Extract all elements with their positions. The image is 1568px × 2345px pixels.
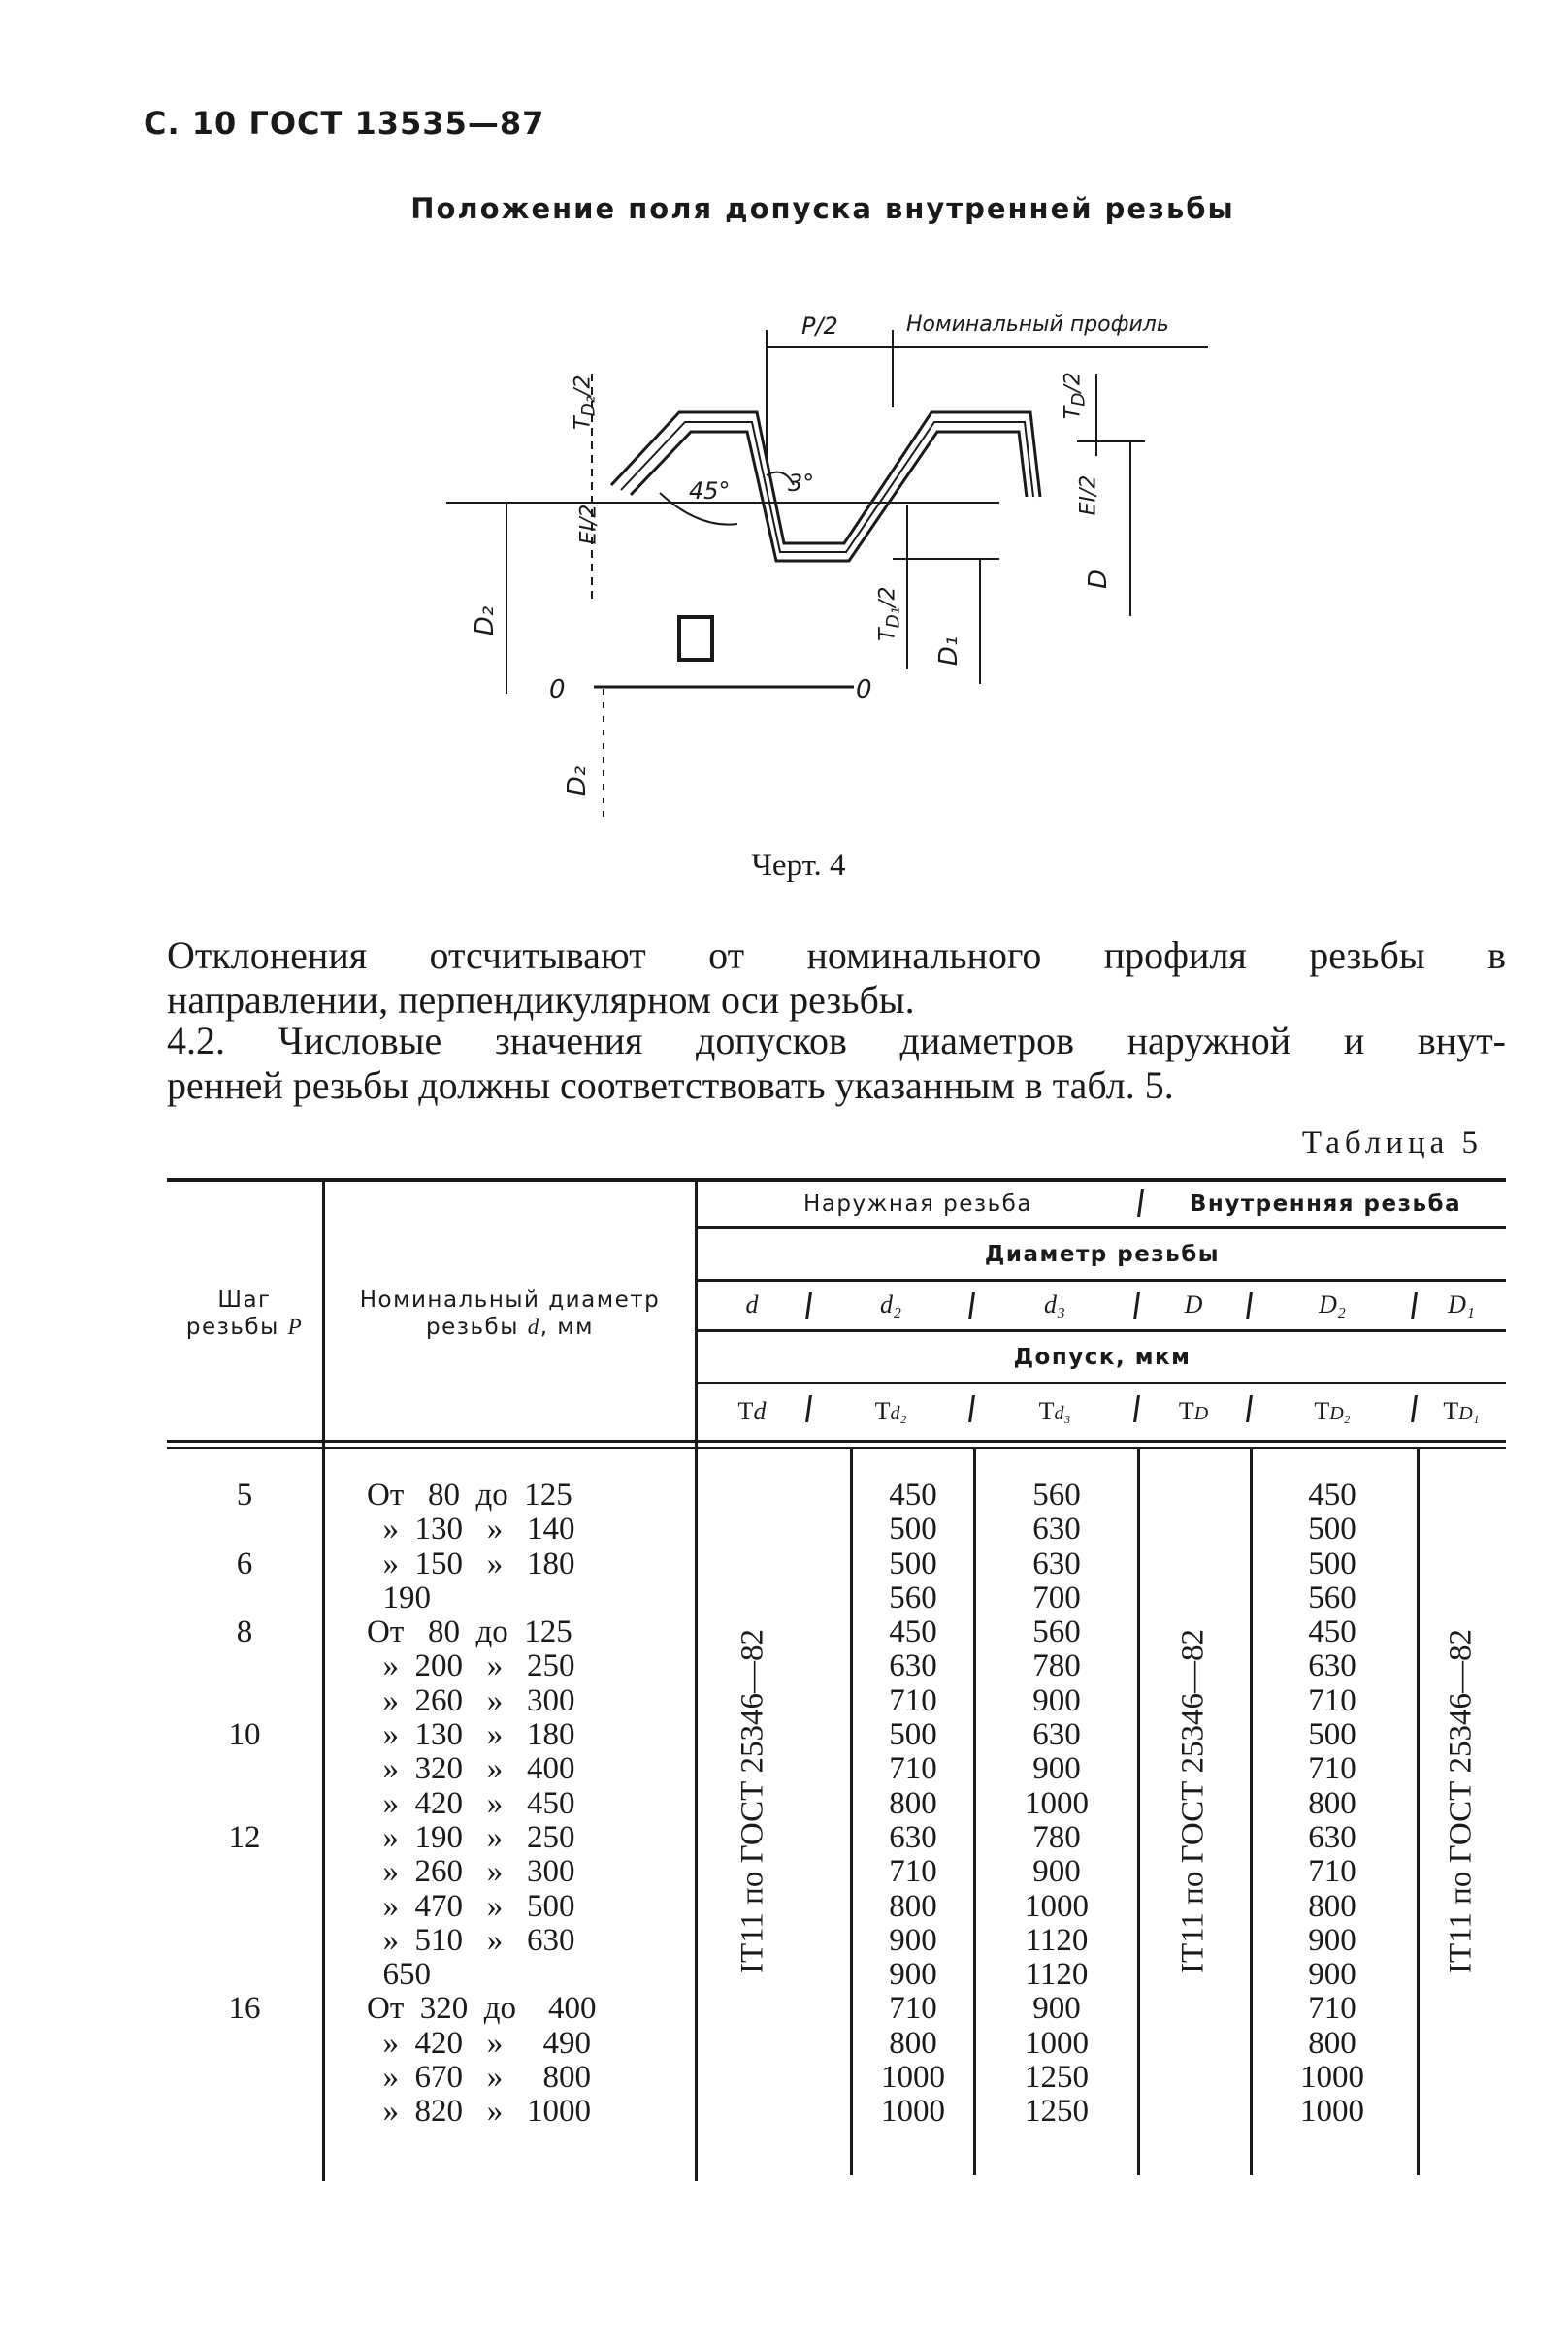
label-p-half: P/2 <box>801 312 838 340</box>
table-cell-td3: 780 <box>1032 1819 1081 1855</box>
table-cell-diameter: » 320 » 400 <box>367 1751 575 1787</box>
table-cell-TD2: 560 <box>1308 1580 1356 1615</box>
table-cell-td3: 1000 <box>1025 2025 1089 2061</box>
table-cell-diameter: От 80 до 125 <box>367 1478 572 1513</box>
table-tick <box>1137 1189 1144 1217</box>
header-thread-diameter: Диаметр резьбы <box>984 1242 1221 1267</box>
table-cell-td2: 800 <box>889 1888 937 1924</box>
table-header-rule <box>167 1447 1506 1449</box>
table-cell-diameter: » 260 » 300 <box>367 1682 575 1718</box>
table-cell-pitch: 10 <box>228 1717 261 1753</box>
table-cell-td2: 500 <box>889 1512 937 1547</box>
table-cell-pitch: 5 <box>236 1478 253 1513</box>
table-cell-pitch: 16 <box>228 1991 261 2027</box>
header-sym-D1: D₁ <box>1448 1290 1475 1319</box>
table-cell-pitch <box>167 1924 322 1958</box>
table-rule <box>697 1382 1506 1384</box>
label-d-cap: D <box>1084 569 1113 590</box>
table-cell-td3: 630 <box>1032 1546 1081 1581</box>
table-cell-diameter: 190 <box>367 1580 431 1615</box>
header-sym-d: d <box>745 1290 759 1319</box>
table-cell-td3: 1250 <box>1025 2060 1089 2096</box>
table-cell-TD2: 800 <box>1308 1888 1356 1924</box>
table-cell-pitch <box>167 1787 322 1821</box>
table-cell-td2: 500 <box>889 1546 937 1581</box>
table-cell-diameter: От 80 до 125 <box>367 1614 572 1650</box>
table-cell-TD2: 710 <box>1308 1751 1356 1787</box>
header-tol-TD2: TD₂ <box>1314 1397 1351 1425</box>
table-cell-TD2: 800 <box>1308 2025 1356 2061</box>
table-cell-pitch <box>167 1855 322 1889</box>
table-cell-td3: 560 <box>1032 1614 1081 1650</box>
label-ei-right: EI/2 <box>1076 474 1101 516</box>
thread-tolerance-diagram <box>0 0 1568 912</box>
table-cell-td3: 1120 <box>1025 1922 1089 1958</box>
table-cell-td2: 500 <box>889 1717 937 1753</box>
table-cell-TD2: 500 <box>1308 1546 1356 1581</box>
table-cell-TD2: 710 <box>1308 1682 1356 1718</box>
note-TD1-it11: IT11 по ГОСТ 25346—82 <box>1443 1629 1479 1973</box>
table-cell-pitch: 12 <box>228 1819 261 1855</box>
page-header: С. 10 ГОСТ 13535—87 <box>144 105 545 142</box>
table-cell-td3: 1000 <box>1025 1785 1089 1821</box>
table-col-divider <box>850 1449 853 2175</box>
label-ei-left: EI/2 <box>576 504 602 545</box>
table-cell-td3: 900 <box>1032 1682 1081 1718</box>
figure-caption: Черт. 4 <box>751 848 846 883</box>
header-sym-d2: d₂ <box>879 1290 902 1319</box>
table-cell-TD2: 800 <box>1308 1785 1356 1821</box>
header-pitch: Шаг резьбы P <box>185 1287 304 1340</box>
label-zero-left: 0 <box>549 675 566 704</box>
table-cell-TD2: 1000 <box>1300 2060 1364 2096</box>
table-cell-td3: 700 <box>1032 1580 1081 1615</box>
header-sym-d3: d₃ <box>1043 1290 1066 1319</box>
table-cell-td2: 710 <box>889 1682 937 1718</box>
table-cell-td2: 450 <box>889 1614 937 1650</box>
figure-title: Положение поля допуска внутренней резьбы <box>410 192 1235 225</box>
header-tol-td3: Td₃ <box>1038 1397 1071 1425</box>
label-nominal-profile: Номинальный профиль <box>906 312 1169 337</box>
label-td1-half: $T_{D_1}/2$ <box>875 586 904 641</box>
label-td2-half: $T_{D_2}/2$ <box>571 375 600 430</box>
table-cell-td3: 630 <box>1032 1717 1081 1753</box>
table-cell-TD2: 450 <box>1308 1478 1356 1513</box>
table-cell-td2: 630 <box>889 1819 937 1855</box>
note-td-it11: IT11 по ГОСТ 25346—82 <box>735 1629 770 1973</box>
table-cell-td2: 630 <box>889 1648 937 1684</box>
header-sym-D2: D₂ <box>1319 1290 1346 1319</box>
table-rule <box>697 1329 1506 1332</box>
table-rule <box>697 1279 1506 1282</box>
table-col-divider <box>1417 1449 1420 2175</box>
header-tol-TD1: TD₁ <box>1443 1397 1480 1425</box>
table-cell-TD2: 630 <box>1308 1648 1356 1684</box>
table-cell-td2: 900 <box>889 1922 937 1958</box>
table-cell-diameter: » 200 » 250 <box>367 1648 575 1684</box>
table-cell-td3: 560 <box>1032 1478 1081 1513</box>
label-angle-3: 3° <box>788 470 815 497</box>
table-cell-pitch <box>167 1684 322 1718</box>
table-cell-td3: 1120 <box>1025 1957 1089 1993</box>
label-d1: D₁ <box>934 635 964 667</box>
table-cell-td3: 780 <box>1032 1648 1081 1684</box>
header-nominal-diameter: Номинальный диаметр резьбы d, мм <box>359 1287 661 1340</box>
table-cell-diameter: От 320 до 400 <box>367 1991 597 2027</box>
table-cell-pitch <box>167 1581 322 1615</box>
header-tol-TD: TD <box>1178 1397 1209 1425</box>
table-cell-TD2: 500 <box>1308 1717 1356 1753</box>
table-cell-TD2: 630 <box>1308 1819 1356 1855</box>
table-cell-diameter: » 820 » 1000 <box>367 2094 591 2130</box>
table-cell-td2: 1000 <box>881 2060 945 2096</box>
column-pitch <box>167 1479 322 2130</box>
table-cell-TD2: 1000 <box>1300 2094 1364 2130</box>
table-cell-td2: 450 <box>889 1478 937 1513</box>
paragraph-4-2: 4.2. Числовые значения допусков диаметров наружной и внут- ренней резьбы должны соответствовать указанным в табл. 5. <box>167 1019 1506 1107</box>
label-d2-left: D₂ <box>471 605 500 636</box>
table-cell-diameter: 650 <box>367 1957 431 1993</box>
table-cell-td3: 1250 <box>1025 2094 1089 2130</box>
table-cell-diameter: » 260 » 300 <box>367 1854 575 1890</box>
table-cell-pitch: 8 <box>236 1614 253 1650</box>
table-cell-diameter: » 130 » 140 <box>367 1512 575 1547</box>
table-cell-TD2: 710 <box>1308 1991 1356 2027</box>
table-cell-TD2: 500 <box>1308 1512 1356 1547</box>
table-cell-pitch <box>167 1958 322 1992</box>
table-cell-diameter: » 470 » 500 <box>367 1888 575 1924</box>
paragraph-deviations: Отклонения отсчитывают от номинального профиля резьбы в направлении, перпендикулярном оси резьбы. <box>167 933 1506 1022</box>
table-cell-td2: 800 <box>889 1785 937 1821</box>
table-cell-td2: 800 <box>889 2025 937 2061</box>
column-TD2 <box>1252 1479 1413 2130</box>
header-sym-D: D <box>1184 1290 1203 1319</box>
table-col-divider <box>1137 1449 1140 2175</box>
table-cell-diameter: » 420 » 450 <box>367 1785 575 1821</box>
table-rule <box>697 1226 1506 1229</box>
table-top-rule <box>167 1178 1506 1182</box>
table-cell-pitch: 6 <box>236 1546 253 1581</box>
label-angle-45: 45° <box>689 477 731 505</box>
table-cell-td3: 630 <box>1032 1512 1081 1547</box>
table-cell-td2: 900 <box>889 1957 937 1993</box>
table-cell-diameter: » 150 » 180 <box>367 1546 575 1581</box>
table-cell-td2: 1000 <box>881 2094 945 2130</box>
table-cell-td3: 900 <box>1032 1751 1081 1787</box>
label-zero-right: 0 <box>856 675 872 704</box>
table-cell-pitch <box>167 1752 322 1786</box>
table-cell-pitch <box>167 1513 322 1547</box>
table-cell-TD2: 450 <box>1308 1614 1356 1650</box>
table-cell-td3: 900 <box>1032 1854 1081 1890</box>
table-cell-td2: 710 <box>889 1854 937 1890</box>
label-d2-bottom: D₂ <box>563 765 592 797</box>
table-cell-td2: 710 <box>889 1991 937 2027</box>
table-cell-TD2: 710 <box>1308 1854 1356 1890</box>
header-tolerance: Допуск, мкм <box>1013 1345 1192 1370</box>
table-cell-diameter: » 420 » 490 <box>367 2025 591 2061</box>
table-cell-td3: 900 <box>1032 1991 1081 2027</box>
column-nominal-diameter <box>367 1479 687 2130</box>
table-cell-TD2: 900 <box>1308 1957 1356 1993</box>
table-cell-td2: 560 <box>889 1580 937 1615</box>
table-cell-td2: 710 <box>889 1751 937 1787</box>
table-cell-TD2: 900 <box>1308 1922 1356 1958</box>
header-tol-td: Td <box>737 1397 767 1425</box>
table-cell-diameter: » 190 » 250 <box>367 1819 575 1855</box>
table-cell-pitch <box>167 1890 322 1924</box>
table-label: Таблица 5 <box>1301 1125 1483 1160</box>
table-header-rule <box>167 1440 1506 1443</box>
header-tol-td2: Td₂ <box>874 1397 907 1425</box>
header-external-thread: Наружная резьба <box>803 1191 1032 1217</box>
table-cell-td3: 1000 <box>1025 1888 1089 1924</box>
column-td2 <box>854 1479 972 2130</box>
table-cell-diameter: » 130 » 180 <box>367 1717 575 1753</box>
header-internal-thread: Внутренняя резьба <box>1189 1191 1462 1217</box>
table-col-divider <box>695 1182 698 2181</box>
table-cell-pitch <box>167 2095 322 2129</box>
note-TD-it11: IT11 по ГОСТ 25346—82 <box>1175 1629 1211 1973</box>
table-cell-diameter: » 510 » 630 <box>367 1922 575 1958</box>
table-cell-pitch <box>167 1649 322 1683</box>
label-td-half: $T_D/2$ <box>1061 372 1090 420</box>
table-cell-pitch <box>167 2027 322 2061</box>
table-cell-pitch <box>167 2061 322 2095</box>
table-cell-diameter: » 670 » 800 <box>367 2060 591 2096</box>
column-td3 <box>976 1479 1137 2130</box>
